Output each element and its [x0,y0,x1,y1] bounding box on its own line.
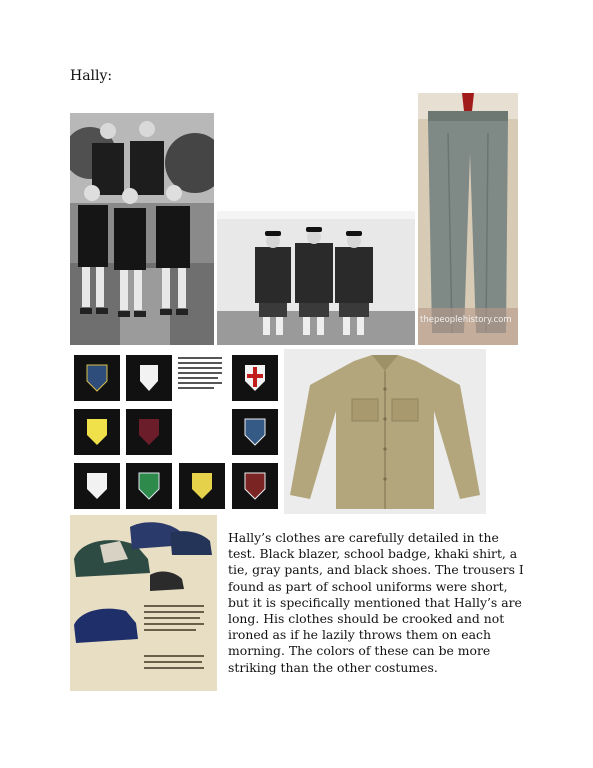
khaki-shirt-image [284,349,486,514]
school-badges-image [70,349,284,514]
page-heading: Hally: [70,68,113,84]
trousers-image [418,93,518,345]
three-boys-image [217,211,415,345]
watermark-text: thepeoplehistory.com [420,315,512,325]
body-paragraph: Hally’s clothes are carefully detailed in the test. Black blazer, school badge, khaki shirt, a tie, gray pants, and black shoes. The trousers I found as part of school uniforms were short, but it is specifically mentioned that Hally’s are long. His clothes should be crooked and not ironed as if he lazily throws them on each morning. The colors of these can be more striking than the other costumes. [228,530,524,675]
group-photo-image [70,113,214,345]
shoes-ad-image [70,515,217,691]
